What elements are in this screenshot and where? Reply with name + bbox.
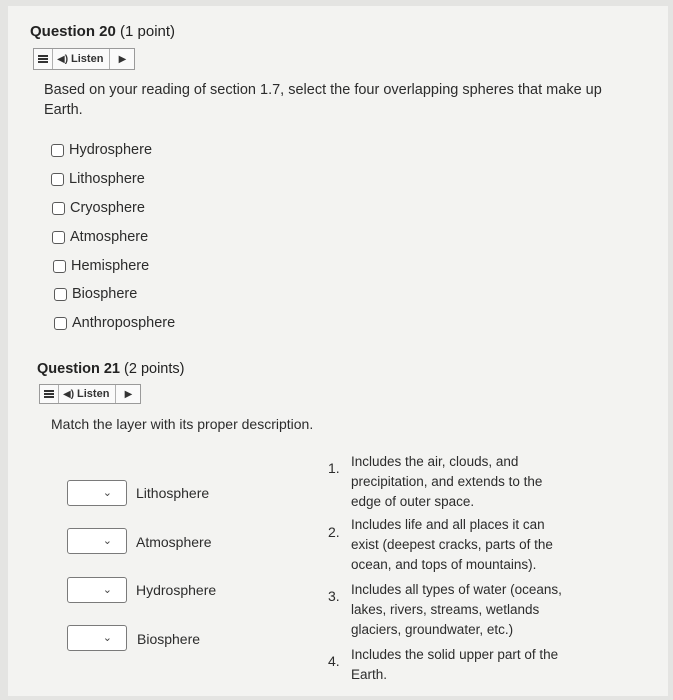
option-label: Biosphere xyxy=(72,286,138,302)
option-label: Atmosphere xyxy=(70,229,149,245)
layer-lithosphere: Lithosphere xyxy=(136,485,210,501)
listen-label: Listen xyxy=(71,53,104,65)
match-select-lithosphere[interactable] xyxy=(67,480,127,506)
chevron-down-icon: ⌄ xyxy=(102,584,112,596)
match-select-atmosphere[interactable] xyxy=(67,528,127,554)
option-cryosphere[interactable] xyxy=(52,200,145,216)
question-21-number: Question 21 xyxy=(37,361,120,377)
description-number: 2. xyxy=(328,524,340,540)
option-label: Cryosphere xyxy=(70,200,145,216)
option-hemisphere[interactable] xyxy=(53,258,149,274)
description-4: Includes the solid upper part of the Earth. xyxy=(351,647,559,682)
question-20-prompt: Based on your reading of section 1.7, select the four overlapping spheres that make up Earth. xyxy=(44,82,602,118)
option-label: Hemisphere xyxy=(71,258,150,274)
option-atmosphere[interactable] xyxy=(52,229,148,245)
match-select-biosphere[interactable] xyxy=(67,625,127,651)
description-number: 3. xyxy=(328,588,340,604)
checkbox[interactable] xyxy=(54,317,67,330)
question-20-points: (1 point) xyxy=(115,23,176,40)
quiz-page xyxy=(8,6,668,696)
option-anthroposphere[interactable] xyxy=(54,315,175,331)
question-20-title xyxy=(30,23,175,40)
speaker-icon: ◀) xyxy=(57,53,69,65)
checkbox[interactable] xyxy=(53,260,66,273)
listen-button[interactable] xyxy=(53,49,110,69)
option-hydrosphere[interactable] xyxy=(51,142,152,158)
chevron-down-icon: ⌄ xyxy=(102,632,112,644)
q20-listen-toolbar xyxy=(33,48,135,70)
description-3: Includes all types of water (oceans, lakes, rivers, streams, wetlands glaciers, groundwater, etc.) xyxy=(351,582,562,637)
speaker-icon: ◀) xyxy=(63,388,75,400)
play-icon[interactable]: ▶ xyxy=(124,388,133,400)
layer-biosphere: Biosphere xyxy=(137,631,201,647)
menu-icon[interactable] xyxy=(34,49,53,69)
menu-icon[interactable] xyxy=(40,385,59,403)
layer-hydrosphere: Hydrosphere xyxy=(136,582,217,598)
description-2: Includes life and all places it can exist (deepest cracks, parts of the ocean, and tops of mountains). xyxy=(351,517,553,572)
checkbox[interactable] xyxy=(54,288,67,301)
checkbox[interactable] xyxy=(52,231,65,244)
question-20-number: Question 20 xyxy=(30,23,116,40)
description-number: 4. xyxy=(328,653,340,669)
checkbox[interactable] xyxy=(51,144,64,157)
play-icon[interactable]: ▶ xyxy=(118,53,127,65)
question-21-title xyxy=(37,361,184,377)
listen-button[interactable] xyxy=(59,385,116,403)
option-label: Hydrosphere xyxy=(69,142,153,158)
option-lithosphere[interactable] xyxy=(51,171,145,187)
q21-listen-toolbar xyxy=(39,384,141,404)
chevron-down-icon: ⌄ xyxy=(102,487,112,499)
listen-label: Listen xyxy=(77,388,110,400)
description-number: 1. xyxy=(328,460,340,476)
description-1: Includes the air, clouds, and precipitation, and extends to the edge of outer space. xyxy=(351,454,543,509)
question-21-points: (2 points) xyxy=(120,361,185,377)
option-label: Anthroposphere xyxy=(72,315,176,331)
checkbox[interactable] xyxy=(52,202,65,215)
chevron-down-icon: ⌄ xyxy=(102,535,112,547)
question-21-prompt: Match the layer with its proper description. xyxy=(51,416,314,432)
layer-atmosphere: Atmosphere xyxy=(136,534,212,550)
match-select-hydrosphere[interactable] xyxy=(67,577,127,603)
option-biosphere[interactable] xyxy=(54,286,137,302)
option-label: Lithosphere xyxy=(69,171,145,187)
checkbox[interactable] xyxy=(51,173,64,186)
